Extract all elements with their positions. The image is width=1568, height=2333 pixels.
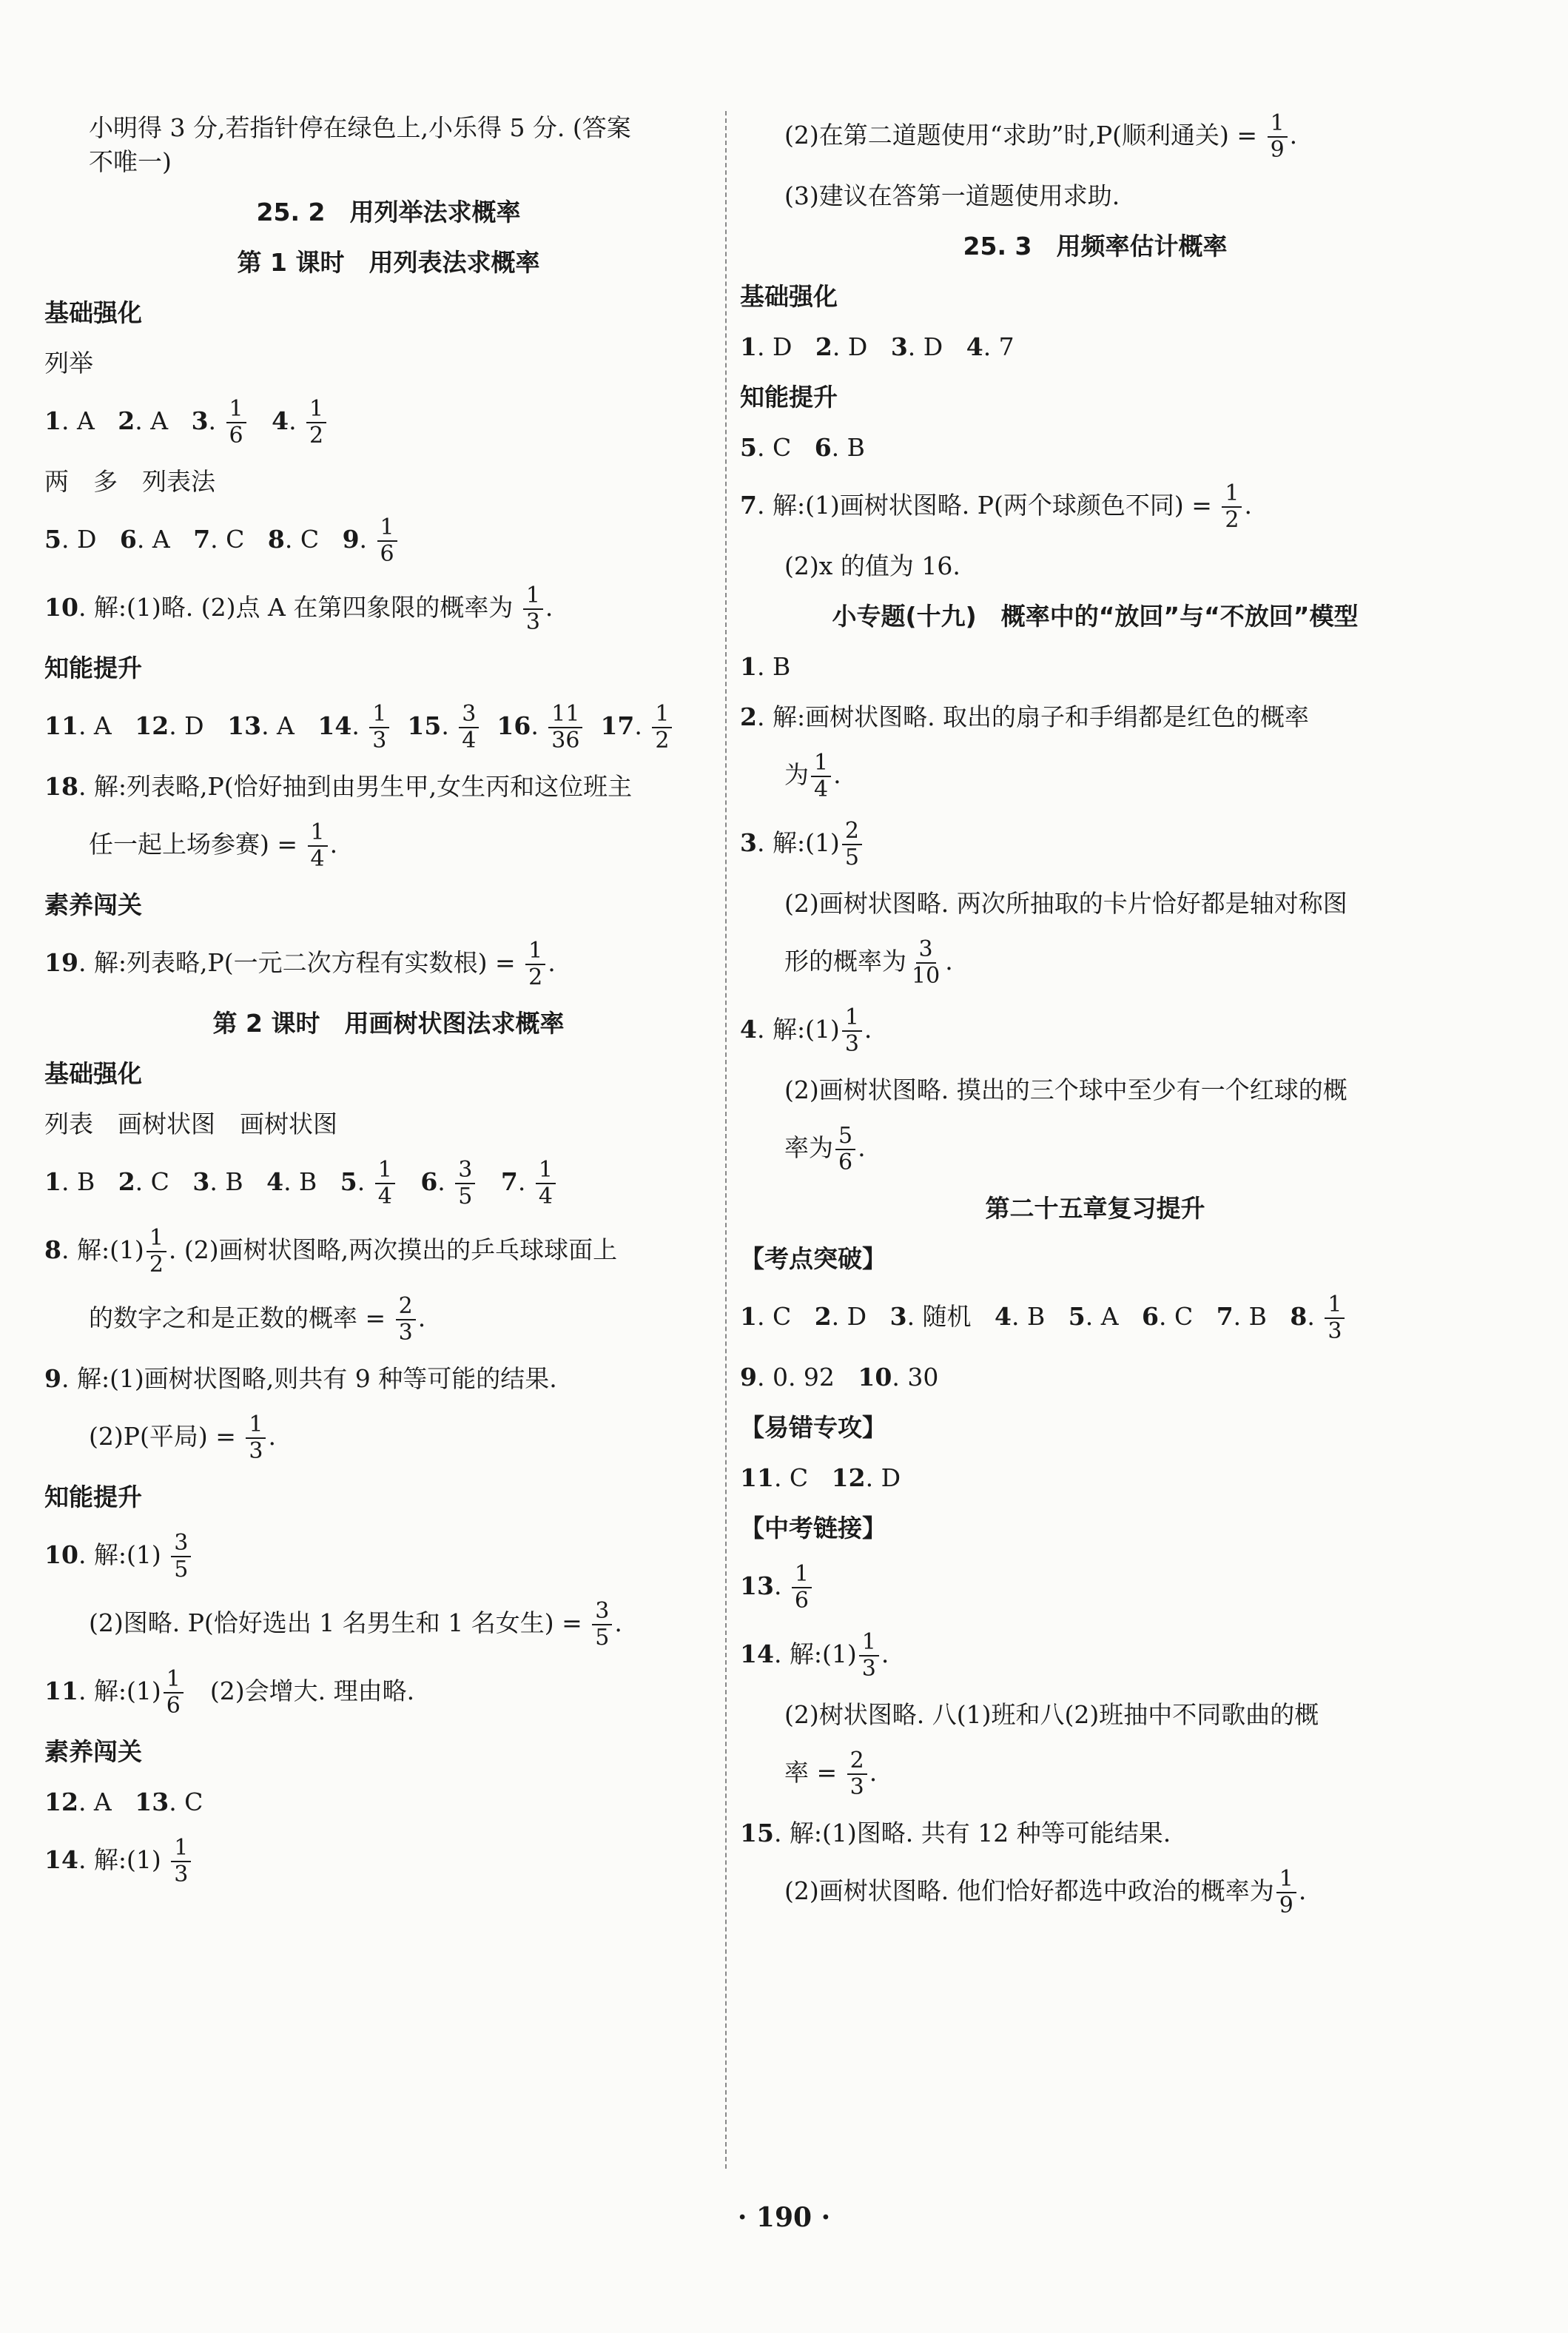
- answer-19: 19. 解:列表略,P(一元二次方程有实数根) = $\frac{1}{2}$ .: [44, 938, 556, 990]
- review-answer-15-line-1: 15. 解:(1)图略. 共有 12 种等可能结果.: [740, 1819, 1171, 1847]
- review-answer-14-line-2: (2)树状图略. 八(1)班和八(2)班抽中不同歌曲的概: [784, 1700, 1319, 1729]
- answers-11-17: 11. A 12. D 13. A 14. $\frac{1}{3}$ 15. $\frac{3}{4}$ 16. $\frac{11}{36}$ 17. $\frac{1}{2}$: [44, 702, 733, 753]
- fraction: $\frac{1}{2}$: [652, 702, 672, 753]
- review-answer-14-line-1: 14. 解:(1) $\frac{1}{3}$ .: [740, 1629, 889, 1682]
- answer-r-7: 7. 解:(1)画树状图略. P(两个球颜色不同) = $\frac{1}{2}$ .: [740, 480, 1252, 533]
- special-answer-3-line-3: 形的概率为 $\frac{3}{10}$ .: [784, 936, 953, 989]
- review-answer-14-line-3: 率 = $\frac{2}{3}$ .: [784, 1748, 878, 1800]
- review-answers-11-12: 11. C 12. D: [740, 1463, 901, 1492]
- heading-jichu-1: 基础强化: [44, 298, 142, 327]
- heading-kaodian: 【考点突破】: [740, 1244, 886, 1273]
- right-column: [740, 111, 1450, 1919]
- heading-zhineng-2: 知能提升: [44, 1483, 142, 1511]
- intro-line-2: 不唯一): [89, 147, 172, 176]
- heading-suyang-2: 素养闯关: [44, 1737, 142, 1766]
- answer-9-line-1: 9. 解:(1)画树状图略,则共有 9 种等可能的结果.: [44, 1364, 557, 1393]
- review-answer-15-line-2: (2)画树状图略. 他们恰好都选中政治的概率为 $\frac{1}{9}$ .: [784, 1866, 1307, 1919]
- heading-suyang-1: 素养闯关: [44, 890, 142, 919]
- fraction: $\frac{1}{4}$: [811, 751, 831, 802]
- answers-r-1-4: 1. D 2. D 3. D 4. 7: [740, 332, 1015, 361]
- answer-8-line-2: 的数字之和是正数的概率 = $\frac{2}{3}$ .: [89, 1293, 426, 1346]
- answer-liebiao: 列表 画树状图 画树状图: [44, 1110, 337, 1138]
- fraction: $\frac{1}{4}$: [308, 820, 328, 872]
- answer-9-line-2: (2)P(平局) = $\frac{1}{3}$ .: [89, 1411, 276, 1464]
- fraction: $\frac{2}{5}$: [842, 819, 862, 870]
- answer-liangduo: 两 多 列表法: [44, 467, 215, 496]
- answer-lieju: 列举: [44, 349, 93, 377]
- section-title-25-2: 25. 2 用列举法求概率: [256, 198, 521, 226]
- fraction: $\frac{1}{6}$: [164, 1667, 184, 1719]
- fraction: $\frac{1}{6}$: [226, 397, 246, 449]
- intro-line-1: 小明得 3 分,若指针停在绿色上,小乐得 5 分. (答案: [89, 113, 631, 142]
- section-title-25-3: 25. 3 用频率估计概率: [963, 232, 1228, 261]
- fraction: $\frac{1}{3}$: [369, 702, 389, 753]
- fraction: $\frac{3}{5}$: [171, 1531, 191, 1582]
- fraction: $\frac{1}{4}$: [375, 1158, 395, 1209]
- special-answer-3-line-1: 3. 解:(1) $\frac{2}{5}$: [740, 819, 1450, 870]
- fraction: $\frac{1}{2}$: [525, 939, 545, 990]
- fraction: $\frac{3}{5}$: [592, 1599, 612, 1651]
- left-column: [44, 111, 733, 1887]
- fraction: $\frac{2}{3}$: [847, 1748, 867, 1800]
- answers-12-13: 12. A 13. C: [44, 1787, 203, 1816]
- special-answer-2-line-1: 2. 解:画树状图略. 取出的扇子和手绢都是红色的概率: [740, 702, 1310, 731]
- fraction: $\frac{1}{3}$: [246, 1412, 266, 1464]
- fraction: $\frac{1}{2}$: [147, 1226, 166, 1278]
- special-answer-4-line-1: 4. 解:(1) $\frac{1}{3}$ .: [740, 1004, 872, 1057]
- answer-r-7-part-2: (2)x 的值为 16.: [784, 551, 960, 580]
- fraction: $\frac{1}{9}$: [1276, 1867, 1296, 1919]
- fraction: $\frac{1}{2}$: [1222, 481, 1242, 533]
- review-answers-9-10: 9. 0. 92 10. 30: [740, 1363, 939, 1392]
- fraction: $\frac{1}{6}$: [377, 515, 397, 567]
- answer-10-part-2: (2)图略. P(恰好选出 1 名男生和 1 名女生) = $\frac{3}{5}$ .: [89, 1598, 622, 1651]
- answers-1-4: 1. A 2. A 3. $\frac{1}{6}$ 4. $\frac{1}{2}$: [44, 397, 733, 449]
- fraction: $\frac{3}{10}$: [912, 936, 941, 989]
- fraction: $\frac{3}{5}$: [455, 1158, 475, 1209]
- right-line-1: (2)在第二道题使用“求助”时,P(顺利通关) = $\frac{1}{9}$ .: [784, 110, 1298, 163]
- fraction: $\frac{11}{36}$: [548, 702, 582, 753]
- heading-zhineng-r: 知能提升: [740, 383, 838, 412]
- fraction: $\frac{2}{3}$: [396, 1294, 416, 1346]
- special-answer-1: 1. B: [740, 652, 791, 681]
- special-answer-4-line-2: (2)画树状图略. 摸出的三个球中至少有一个红球的概: [784, 1075, 1347, 1104]
- answer-10-lesson-2: 10. 解:(1) $\frac{3}{5}$: [44, 1531, 733, 1582]
- special-topic-title: 小专题(十九) 概率中的“放回”与“不放回”模型: [832, 602, 1359, 631]
- fraction: $\frac{1}{2}$: [306, 397, 326, 449]
- answer-18-line-1: 18. 解:列表略,P(恰好抽到由男生甲,女生丙和这位班主: [44, 772, 633, 801]
- fraction: $\frac{1}{3}$: [523, 583, 543, 635]
- review-title: 第二十五章复习提升: [985, 1194, 1205, 1223]
- heading-yicuo: 【易错专攻】: [740, 1413, 886, 1442]
- fraction: $\frac{5}{6}$: [835, 1124, 855, 1175]
- fraction: $\frac{1}{9}$: [1268, 111, 1288, 163]
- answer-10: 10. 解:(1)略. (2)点 A 在第四象限的概率为 $\frac{1}{3}$ .: [44, 583, 553, 635]
- review-answers-1-8: 1. C 2. D 3. 随机 4. B 5. A 6. C 7. B 8. $\frac{1}{3}$: [740, 1292, 1450, 1344]
- fraction: $\frac{1}{6}$: [792, 1562, 812, 1614]
- heading-jichu-2: 基础强化: [44, 1059, 142, 1088]
- answer-18-line-2: 任一起上场参赛) = $\frac{1}{4}$ .: [89, 819, 338, 872]
- special-answer-2-line-2: 为 $\frac{1}{4}$ .: [784, 750, 841, 802]
- answers-1-7-lesson-2: 1. B 2. C 3. B 4. B 5. $\frac{1}{4}$ 6. $\frac{3}{5}$ 7. $\frac{1}{4}$: [44, 1158, 733, 1209]
- fraction: $\frac{1}{3}$: [859, 1630, 879, 1682]
- special-answer-3-line-2: (2)画树状图略. 两次所抽取的卡片恰好都是轴对称图: [784, 889, 1347, 918]
- answers-r-5-6: 5. C 6. B: [740, 433, 865, 462]
- page-number: · 190 ·: [737, 2202, 831, 2233]
- right-line-2: (3)建议在答第一道题使用求助.: [784, 181, 1120, 210]
- heading-zhineng-1: 知能提升: [44, 654, 142, 682]
- special-answer-4-line-3: 率为 $\frac{5}{6}$ .: [784, 1123, 866, 1175]
- fraction: $\frac{3}{4}$: [459, 702, 479, 753]
- review-answer-13: 13. $\frac{1}{6}$: [740, 1562, 1450, 1614]
- fraction: $\frac{1}{3}$: [1325, 1292, 1345, 1344]
- heading-jichu-r: 基础强化: [740, 282, 838, 311]
- answer-8-line-1: 8. 解:(1) $\frac{1}{2}$ . (2)画树状图略,两次摸出的乒乓球球面上: [44, 1225, 618, 1278]
- answer-14-lesson-2: 14. 解:(1) $\frac{1}{3}$: [44, 1836, 733, 1887]
- fraction: $\frac{1}{4}$: [536, 1158, 556, 1209]
- lesson-2-title: 第 2 课时 用画树状图法求概率: [212, 1009, 565, 1038]
- answers-5-9: 5. D 6. A 7. C 8. C 9. $\frac{1}{6}$: [44, 515, 733, 567]
- fraction: $\frac{1}{3}$: [171, 1836, 191, 1887]
- heading-zhongkao: 【中考链接】: [740, 1514, 886, 1543]
- answer-11-lesson-2: 11. 解:(1) $\frac{1}{6}$ (2)会增大. 理由略.: [44, 1666, 415, 1719]
- fraction: $\frac{1}{3}$: [842, 1005, 862, 1057]
- lesson-1-title: 第 1 课时 用列表法求概率: [237, 248, 540, 277]
